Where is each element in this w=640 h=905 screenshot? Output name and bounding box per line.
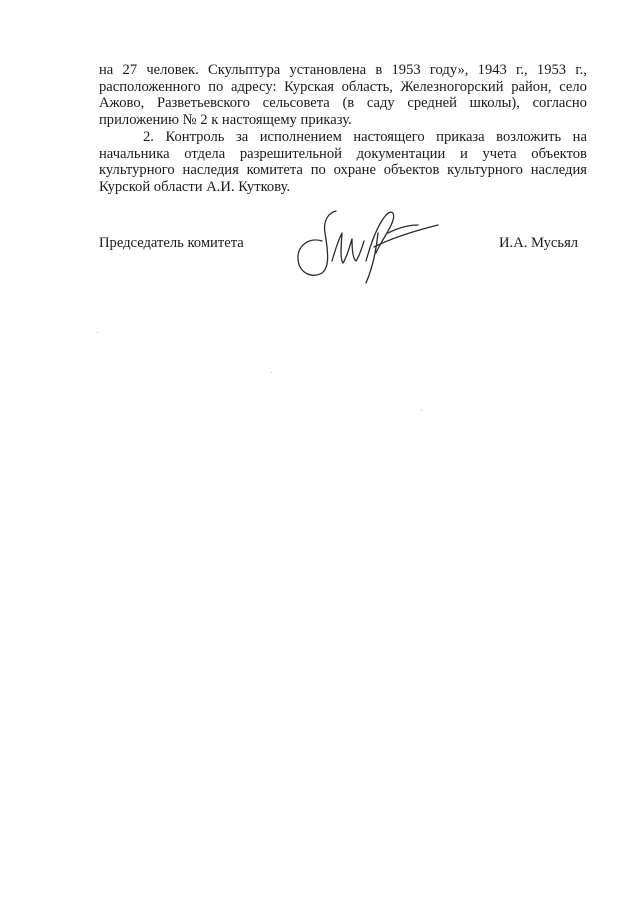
paragraph-line: Курской области А.И. Куткову. [99,178,291,195]
handwritten-signature [292,203,442,288]
paragraph-line: приложению № 2 к настоящему приказу. [99,111,352,128]
paragraph-line: культурного наследия комитета по охране объектов культурного наследия [99,162,587,179]
paragraph-line: на 27 человек. Скульптура установлена в 1953 году», 1943 г., 1953 г., [99,62,587,78]
paragraph-line: начальника отдела разрешительной документации и учета объектов [99,145,587,162]
scan-speck [97,332,98,333]
scan-speck [271,372,272,373]
paragraph-line: расположенного по адресу: Курская область, Железногорский район, село [99,78,587,95]
signer-name: И.А. Мусьял [499,235,579,251]
scan-speck [421,410,422,411]
position-title: Председатель комитета [99,235,244,251]
paragraph-line: 2. Контроль за исполнением настоящего приказа возложить на [143,129,587,145]
paragraph-1 [99,62,587,128]
paragraph-line: Ажово, Разветьевского сельсовета (в саду средней школы), согласно [99,95,587,112]
paragraph-2 [99,129,587,195]
